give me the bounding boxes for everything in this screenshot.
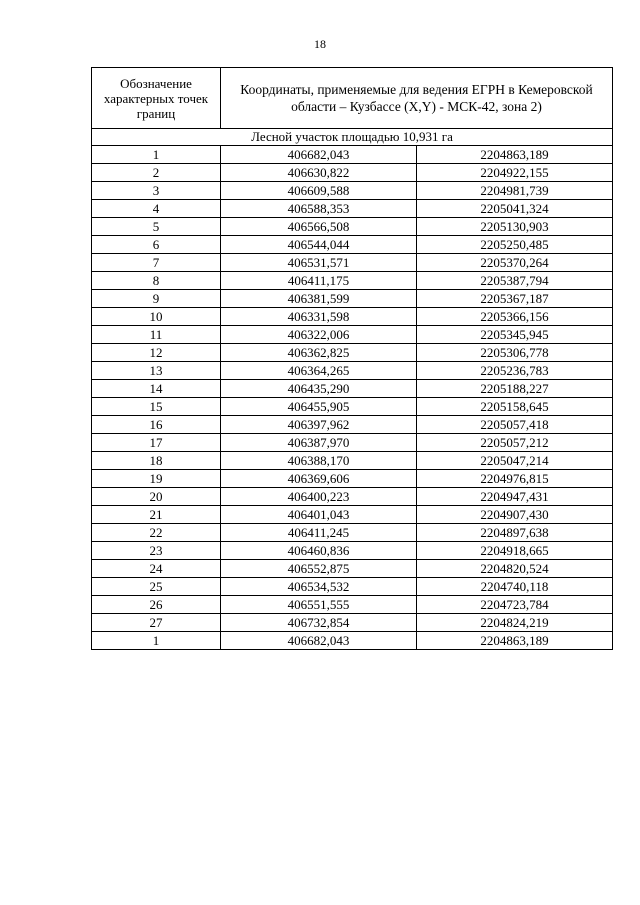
point-cell: 12 [92, 344, 221, 362]
x-coordinate-cell: 406364,265 [221, 362, 417, 380]
point-cell: 21 [92, 506, 221, 524]
header-points: Обозначение характерных точек границ [92, 68, 221, 129]
x-coordinate-cell: 406411,175 [221, 272, 417, 290]
table-row [92, 578, 613, 596]
y-coordinate-cell: 2204976,815 [417, 470, 613, 488]
point-cell: 24 [92, 560, 221, 578]
table-row [92, 344, 613, 362]
x-coordinate-cell: 406544,044 [221, 236, 417, 254]
y-coordinate-cell: 2205188,227 [417, 380, 613, 398]
y-coordinate-cell: 2204981,739 [417, 182, 613, 200]
y-coordinate-cell: 2204824,219 [417, 614, 613, 632]
x-coordinate-cell: 406331,598 [221, 308, 417, 326]
point-cell: 4 [92, 200, 221, 218]
y-coordinate-cell: 2205236,783 [417, 362, 613, 380]
point-cell: 11 [92, 326, 221, 344]
point-cell: 16 [92, 416, 221, 434]
table-row [92, 560, 613, 578]
y-coordinate-cell: 2204820,524 [417, 560, 613, 578]
point-cell: 17 [92, 434, 221, 452]
x-coordinate-cell: 406531,571 [221, 254, 417, 272]
x-coordinate-cell: 406388,170 [221, 452, 417, 470]
y-coordinate-cell: 2205158,645 [417, 398, 613, 416]
x-coordinate-cell: 406732,854 [221, 614, 417, 632]
table-row [92, 362, 613, 380]
table-row [92, 614, 613, 632]
point-cell: 14 [92, 380, 221, 398]
x-coordinate-cell: 406369,606 [221, 470, 417, 488]
y-coordinate-cell: 2204897,638 [417, 524, 613, 542]
point-cell: 8 [92, 272, 221, 290]
y-coordinate-cell: 2205367,187 [417, 290, 613, 308]
x-coordinate-cell: 406566,508 [221, 218, 417, 236]
point-cell: 20 [92, 488, 221, 506]
y-coordinate-cell: 2204740,118 [417, 578, 613, 596]
table-row [92, 596, 613, 614]
y-coordinate-cell: 2205345,945 [417, 326, 613, 344]
x-coordinate-cell: 406401,043 [221, 506, 417, 524]
x-coordinate-cell: 406400,223 [221, 488, 417, 506]
x-coordinate-cell: 406534,532 [221, 578, 417, 596]
point-cell: 10 [92, 308, 221, 326]
x-coordinate-cell: 406455,905 [221, 398, 417, 416]
y-coordinate-cell: 2205057,418 [417, 416, 613, 434]
point-cell: 23 [92, 542, 221, 560]
y-coordinate-cell: 2204907,430 [417, 506, 613, 524]
point-cell: 7 [92, 254, 221, 272]
y-coordinate-cell: 2205041,324 [417, 200, 613, 218]
y-coordinate-cell: 2205306,778 [417, 344, 613, 362]
x-coordinate-cell: 406630,822 [221, 164, 417, 182]
point-cell: 1 [92, 146, 221, 164]
point-cell: 27 [92, 614, 221, 632]
table-row [92, 632, 613, 650]
y-coordinate-cell: 2204922,155 [417, 164, 613, 182]
point-cell: 2 [92, 164, 221, 182]
x-coordinate-cell: 406362,825 [221, 344, 417, 362]
table-row [92, 254, 613, 272]
y-coordinate-cell: 2205047,214 [417, 452, 613, 470]
point-cell: 15 [92, 398, 221, 416]
x-coordinate-cell: 406682,043 [221, 146, 417, 164]
table-row [92, 434, 613, 452]
point-cell: 6 [92, 236, 221, 254]
table-row [92, 146, 613, 164]
y-coordinate-cell: 2205057,212 [417, 434, 613, 452]
section-title: Лесной участок площадью 10,931 га [92, 129, 613, 146]
y-coordinate-cell: 2205250,485 [417, 236, 613, 254]
table-row [92, 380, 613, 398]
table-row [92, 452, 613, 470]
x-coordinate-cell: 406588,353 [221, 200, 417, 218]
y-coordinate-cell: 2205370,264 [417, 254, 613, 272]
point-cell: 19 [92, 470, 221, 488]
y-coordinate-cell: 2205130,903 [417, 218, 613, 236]
x-coordinate-cell: 406322,006 [221, 326, 417, 344]
table-row [92, 272, 613, 290]
header-coordinates: Координаты, применяемые для ведения ЕГРН в Кемеровской области – Кузбассе (X,Y) - МСК-42, зона 2) [221, 68, 613, 129]
point-cell: 26 [92, 596, 221, 614]
x-coordinate-cell: 406435,290 [221, 380, 417, 398]
y-coordinate-cell: 2205366,156 [417, 308, 613, 326]
point-cell: 18 [92, 452, 221, 470]
x-coordinate-cell: 406682,043 [221, 632, 417, 650]
y-coordinate-cell: 2204723,784 [417, 596, 613, 614]
table-row [92, 236, 613, 254]
table-row [92, 524, 613, 542]
point-cell: 3 [92, 182, 221, 200]
point-cell: 9 [92, 290, 221, 308]
table-row [92, 542, 613, 560]
table-header-row [92, 68, 613, 129]
table-row [92, 506, 613, 524]
x-coordinate-cell: 406381,599 [221, 290, 417, 308]
table-row [92, 182, 613, 200]
table-row [92, 470, 613, 488]
x-coordinate-cell: 406460,836 [221, 542, 417, 560]
y-coordinate-cell: 2204863,189 [417, 632, 613, 650]
point-cell: 25 [92, 578, 221, 596]
table-row [92, 326, 613, 344]
point-cell: 5 [92, 218, 221, 236]
table-row [92, 398, 613, 416]
table-row [92, 488, 613, 506]
x-coordinate-cell: 406387,970 [221, 434, 417, 452]
table-row [92, 308, 613, 326]
x-coordinate-cell: 406397,962 [221, 416, 417, 434]
coordinates-table [91, 67, 613, 650]
table-row [92, 416, 613, 434]
section-row [92, 129, 613, 146]
point-cell: 22 [92, 524, 221, 542]
y-coordinate-cell: 2204947,431 [417, 488, 613, 506]
table-row [92, 200, 613, 218]
point-cell: 13 [92, 362, 221, 380]
x-coordinate-cell: 406551,555 [221, 596, 417, 614]
x-coordinate-cell: 406609,588 [221, 182, 417, 200]
x-coordinate-cell: 406552,875 [221, 560, 417, 578]
point-cell: 1 [92, 632, 221, 650]
page-number: 18 [314, 37, 326, 51]
y-coordinate-cell: 2205387,794 [417, 272, 613, 290]
y-coordinate-cell: 2204863,189 [417, 146, 613, 164]
y-coordinate-cell: 2204918,665 [417, 542, 613, 560]
table-row [92, 164, 613, 182]
table-row [92, 290, 613, 308]
table-row [92, 218, 613, 236]
x-coordinate-cell: 406411,245 [221, 524, 417, 542]
